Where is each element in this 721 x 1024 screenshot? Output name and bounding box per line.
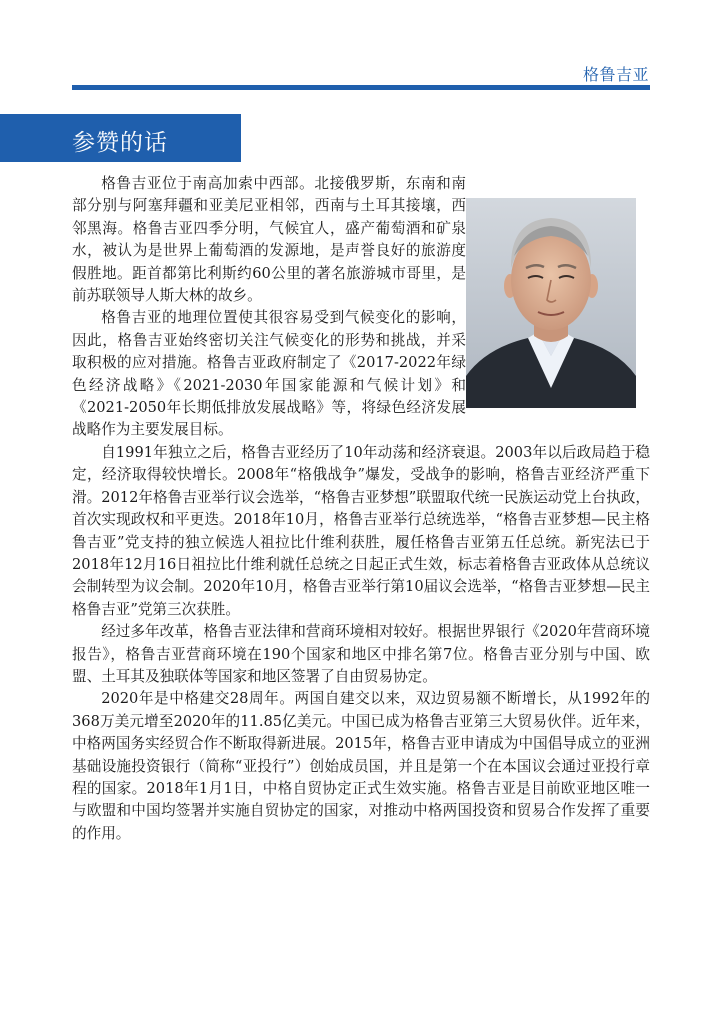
article-body xyxy=(72,173,650,845)
paragraph: 自1991年独立之后，格鲁吉亚经历了10年动荡和经济衰退。2003年以后政局趋于稳定，经济取得较快增长。2008年“格俄战争”爆发，受战争的影响，格鲁吉亚经济严重下滑。2012年格鲁吉亚举行议会选举，“格鲁吉亚梦想”联盟取代统一民族运动党上台执政，首次实现政权和平更迭。2018年10月，格鲁吉亚举行总统选举，“格鲁吉亚梦想—民主格鲁吉亚”党支持的独立候选人祖拉比什维利获胜，履任格鲁吉亚第五任总统。新宪法已于2018年12月16日祖拉比什维利就任总统之日起正式生效，标志着格鲁吉亚政体从总统议会制转型为议会制。2020年10月，格鲁吉亚举行第10届议会选举，“格鲁吉亚梦想—民主格鲁吉亚”党第三次获胜。 xyxy=(72,443,650,618)
paragraph: 2020年是中格建交28周年。两国自建交以来，双边贸易额不断增长，从1992年的368万美元增至2020年的11.85亿美元。中国已成为格鲁吉亚第三大贸易伙伴。近年来，中格两国务实经贸合作不断取得新进展。2015年，格鲁吉亚申请成为中国倡导成立的亚洲基础设施投资银行（简称“亚投行”）创始成员国，并且是第一个在本国议会通过亚投行章程的国家。2018年1月1日，中格自贸协定正式生效实施。格鲁吉亚是目前欧亚地区唯一与欧盟和中国均签署并实施自贸协定的国家，对推动中格两国投资和贸易合作发挥了重要的作用。 xyxy=(72,690,650,842)
portrait-space xyxy=(466,173,650,406)
section-title: 参赞的话 xyxy=(72,130,168,156)
paragraph: 格鲁吉亚的地理位置使其很容易受到气候变化的影响，因此，格鲁吉亚始终密切关注气候变化的形势和挑战，并采取积极的应对措施。格鲁吉亚政府制定了《2017-2022年绿色经济战略》《2021-2030年国家能源和气候计划》和《2021-2050年长期低排放发展战略》等，将绿色经济发展战略作为主要发展目标。 xyxy=(72,309,466,439)
paragraph: 经过多年改革，格鲁吉亚法律和营商环境相对较好。根据世界银行《2020年营商环境报告》，格鲁吉亚营商环境在190个国家和地区中排名第7位。格鲁吉亚分别与中国、欧盟、土耳其及独联体等国家和地区签署了自由贸易协定。 xyxy=(72,623,650,685)
header-rule xyxy=(72,85,650,90)
header-country-label: 格鲁吉亚 xyxy=(582,65,649,84)
paragraph: 格鲁吉亚位于南高加索中西部。北接俄罗斯，东南和南部分别与阿塞拜疆和亚美尼亚相邻，西南与土耳其接壤，西邻黑海。格鲁吉亚四季分明，气候宜人，盛产葡萄酒和矿泉水，被认为是世界上葡萄酒的发源地，是声誉良好的旅游度假胜地。距首都第比利斯约60公里的著名旅游城市哥里，是前苏联领导人斯大林的故乡。 xyxy=(72,175,466,305)
